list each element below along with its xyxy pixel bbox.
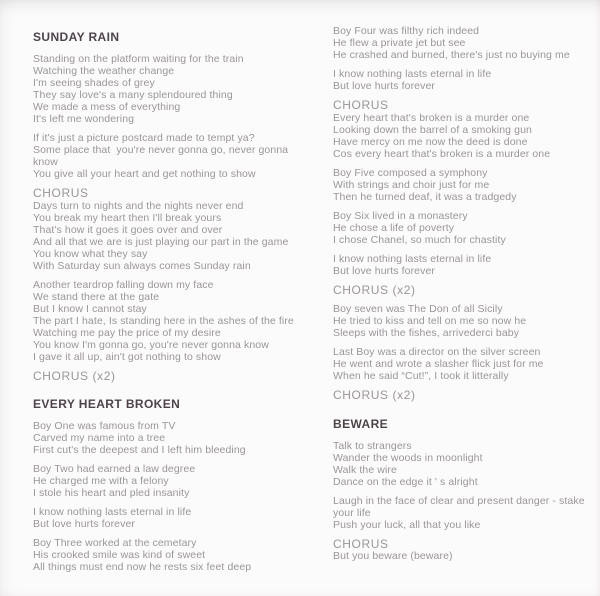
- lyric-line: Boy Five composed a symphony: [333, 166, 488, 179]
- lyric-line: But you beware (beware): [333, 550, 453, 562]
- stanza: [333, 538, 595, 563]
- lyric-line: I chose Chanel, so much for chastity: [333, 233, 506, 246]
- lyric-line: With Saturday sun always comes Sunday rain: [33, 259, 251, 272]
- lyric-line: I know nothing lasts eternal in life: [333, 252, 492, 265]
- stanza: [33, 132, 305, 180]
- lyric-line: Walk the wire: [333, 463, 397, 476]
- lyric-line: Talk to strangers: [333, 439, 412, 452]
- lyric-line: Watching me pay the price of my desire: [33, 326, 221, 339]
- stanza: [33, 420, 305, 456]
- lyric-line: Then he turned deaf, it was a tradgedy: [333, 190, 517, 203]
- lyric-line: You give all your heart and get nothing to show: [33, 168, 256, 180]
- chorus-label: CHORUS: [333, 536, 389, 551]
- song-title: SUNDAY RAIN: [33, 30, 120, 44]
- stanza: [333, 389, 595, 402]
- lyric-line: Laugh in the face of clear and present danger - stake your life: [333, 494, 588, 519]
- lyric-line: He crashed and burned, there's just no buying me: [333, 49, 570, 61]
- stanza: [333, 440, 595, 488]
- lyric-line: Wander the woods in moonlight: [333, 451, 483, 464]
- lyric-line: That's how it goes it goes over and over: [33, 223, 223, 236]
- lyric-line: Looking down the barrel of a smoking gun: [333, 123, 532, 136]
- lyric-line: Sleeps with the fishes, arrivederci baby: [333, 327, 520, 339]
- lyric-line: I stole his heart and pled insanity: [33, 487, 190, 499]
- stanza: [333, 346, 595, 382]
- stanza: [333, 99, 595, 160]
- lyric-line: Every heart that's broken is a murder one: [333, 111, 530, 124]
- chorus-label: CHORUS (x2): [33, 368, 116, 383]
- stanza: [333, 303, 595, 339]
- lyrics-column-left: [33, 0, 305, 580]
- stanza: [333, 167, 595, 203]
- lyrics-column-right: [333, 0, 595, 569]
- song-title: BEWARE: [333, 416, 389, 431]
- lyric-line: Boy seven was The Don of all Sicily: [333, 303, 503, 315]
- lyric-line: When he said “Cut!”, I took it litterally: [333, 370, 509, 382]
- lyric-line: The part I hate, Is standing here in the ashes of the fire: [33, 314, 294, 327]
- stanza: [333, 68, 595, 92]
- stanza: [33, 463, 305, 499]
- lyric-line: With strings and choir just for me: [333, 178, 490, 191]
- lyric-line: Boy Three worked at the cemetary: [33, 537, 197, 549]
- lyric-line: Last Boy was a director on the silver screen: [333, 346, 541, 358]
- lyric-line: We made a mess of everything: [33, 101, 181, 113]
- lyric-line: I know nothing lasts eternal in life: [33, 506, 192, 518]
- lyric-line: Push your luck, all that you like: [333, 518, 481, 531]
- lyric-line: Days turn to nights and the nights never end: [33, 199, 244, 212]
- lyric-line: He chose a life of poverty: [333, 221, 455, 234]
- lyric-line: Carved my name into a tree: [33, 432, 166, 444]
- lyric-line: Cos every heart that's broken is a murder one: [333, 147, 551, 160]
- stanza: [33, 506, 305, 530]
- chorus-label: CHORUS: [33, 186, 89, 200]
- stanza: [33, 279, 305, 363]
- lyric-line: And all that we are is just playing our part in the game: [33, 235, 289, 248]
- lyric-line: He charged me with a felony: [33, 475, 169, 487]
- stanza: [33, 187, 305, 272]
- lyric-line: Have mercy on me now the deed is done: [333, 135, 528, 148]
- lyric-line: Boy Six lived in a monastery: [333, 209, 468, 222]
- stanza: [333, 495, 595, 531]
- lyric-line: Some place that you're never gonna go, never gonna know: [33, 144, 292, 168]
- lyric-line: It's left me wondering: [33, 113, 135, 125]
- lyric-line: But love hurts forever: [33, 518, 135, 530]
- chorus-label: CHORUS (x2): [333, 388, 416, 402]
- stanza: [333, 210, 595, 246]
- lyric-line: But love hurts forever: [333, 80, 435, 92]
- lyric-line: He went and wrote a slasher flick just for me: [333, 358, 544, 370]
- lyric-line: You break my heart then I'll break yours: [33, 211, 222, 224]
- lyric-line: I know nothing lasts eternal in life: [333, 68, 492, 80]
- lyric-line: You know what they say: [33, 247, 148, 260]
- stanza: [33, 53, 305, 125]
- lyric-line: Another teardrop falling down my face: [33, 278, 214, 291]
- lyric-line: He tried to kiss and tell on me so now he: [333, 315, 527, 327]
- lyric-line: Standing on the platform waiting for the train: [33, 53, 244, 65]
- lyric-line: He flew a private jet but see: [333, 37, 466, 49]
- stanza: [33, 537, 305, 573]
- stanza: [333, 253, 595, 277]
- chorus-label: CHORUS (x2): [333, 282, 416, 297]
- lyric-line: First cut's the deepest and I left him bleeding: [33, 444, 246, 456]
- lyric-line: Boy One was famous from TV: [33, 420, 176, 432]
- lyric-line: I gave it all up, ain't got nothing to show: [33, 350, 221, 363]
- lyric-line: Watching the weather change: [33, 65, 175, 77]
- lyric-line: All things must end now he rests six feet deep: [33, 561, 252, 573]
- lyric-line: Dance on the edge it ' s alright: [333, 475, 478, 488]
- lyric-line: Boy Two had earned a law degree: [33, 463, 196, 475]
- lyric-line: I'm seeing shades of grey: [33, 77, 155, 89]
- lyric-line: But love hurts forever: [333, 264, 435, 277]
- chorus-label: CHORUS: [333, 98, 389, 112]
- stanza: [33, 370, 305, 383]
- lyric-line: You know I'm gonna go, you're never gonna know: [33, 338, 269, 351]
- lyric-line: We stand there at the gate: [33, 290, 160, 303]
- stanza: [333, 25, 595, 61]
- lyric-line: If it's just a picture postcard made to tempt ya?: [33, 132, 255, 144]
- lyric-line: His crooked smile was kind of sweet: [33, 549, 206, 561]
- lyric-line: But I know I cannot stay: [33, 302, 147, 315]
- song-title: EVERY HEART BROKEN: [33, 397, 181, 411]
- lyric-line: Boy Four was filthy rich indeed: [333, 25, 480, 37]
- stanza: [333, 284, 595, 297]
- lyric-line: They say love's a many splendoured thing: [33, 89, 233, 101]
